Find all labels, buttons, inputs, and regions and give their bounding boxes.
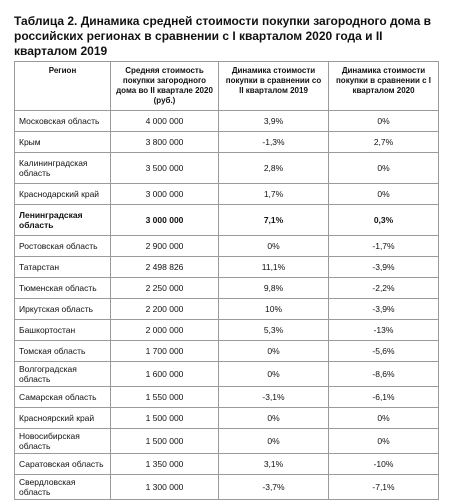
cell-price: 2 250 000 bbox=[111, 278, 219, 299]
header-qoq: Динамика стоимости покупки в сравнении с I кварталом 2020 bbox=[329, 62, 439, 111]
cell-yoy: 0% bbox=[219, 341, 329, 362]
table-row bbox=[15, 299, 439, 320]
table-row-highlighted bbox=[15, 205, 439, 236]
table-row bbox=[15, 454, 439, 475]
cell-qoq: 0% bbox=[329, 111, 439, 132]
cell-region: Тюменская область bbox=[15, 278, 111, 299]
cell-region: Красноярский край bbox=[15, 408, 111, 429]
cell-qoq: 0% bbox=[329, 408, 439, 429]
table-header-row bbox=[15, 62, 439, 111]
cell-region: Краснодарский край bbox=[15, 184, 111, 205]
cell-price: 1 500 000 bbox=[111, 429, 219, 454]
cell-region: Самарская область bbox=[15, 387, 111, 408]
cell-price: 3 800 000 bbox=[111, 132, 219, 153]
table-row bbox=[15, 132, 439, 153]
cell-yoy: 3,9% bbox=[219, 111, 329, 132]
cell-region: Ростовская область bbox=[15, 236, 111, 257]
cell-yoy: 0% bbox=[219, 236, 329, 257]
cell-region: Волгоградская область bbox=[15, 362, 111, 387]
table-row bbox=[15, 408, 439, 429]
cell-qoq: 2,7% bbox=[329, 132, 439, 153]
cell-region: Крым bbox=[15, 132, 111, 153]
table-row bbox=[15, 153, 439, 184]
cell-region: Московская область bbox=[15, 111, 111, 132]
cell-qoq: -2,2% bbox=[329, 278, 439, 299]
cell-qoq: 0% bbox=[329, 429, 439, 454]
table-row bbox=[15, 257, 439, 278]
cell-region: Калининградская область bbox=[15, 153, 111, 184]
cell-price: 2 498 826 bbox=[111, 257, 219, 278]
table-row bbox=[15, 429, 439, 454]
cell-yoy: -3,7% bbox=[219, 475, 329, 500]
cell-yoy: 9,8% bbox=[219, 278, 329, 299]
cell-qoq: -8,6% bbox=[329, 362, 439, 387]
cell-qoq: 0% bbox=[329, 184, 439, 205]
table-row bbox=[15, 111, 439, 132]
header-price: Средняя стоимость покупки загородного дома во II квартале 2020 (руб.) bbox=[111, 62, 219, 111]
cell-price: 4 000 000 bbox=[111, 111, 219, 132]
cell-region: Новосибирская область bbox=[15, 429, 111, 454]
cell-yoy: 0% bbox=[219, 362, 329, 387]
page-title: Таблица 2. Динамика средней стоимости покупки загородного дома в российских регионах в сравнении с I кварталом 2020 года и II кварталом 2019 bbox=[14, 14, 431, 58]
cell-price: 1 500 000 bbox=[111, 408, 219, 429]
cell-region: Саратовская область bbox=[15, 454, 111, 475]
cell-price: 1 350 000 bbox=[111, 454, 219, 475]
cell-yoy: -1,3% bbox=[219, 132, 329, 153]
cell-price: 3 000 000 bbox=[111, 184, 219, 205]
price-table bbox=[14, 61, 439, 500]
cell-price: 2 900 000 bbox=[111, 236, 219, 257]
cell-region: Свердловская область bbox=[15, 475, 111, 500]
cell-yoy: 3,1% bbox=[219, 454, 329, 475]
cell-qoq: 0,3% bbox=[329, 205, 439, 236]
cell-price: 2 200 000 bbox=[111, 299, 219, 320]
cell-yoy: 7,1% bbox=[219, 205, 329, 236]
table-row bbox=[15, 475, 439, 500]
cell-yoy: -3,1% bbox=[219, 387, 329, 408]
cell-qoq: 0% bbox=[329, 153, 439, 184]
cell-qoq: -10% bbox=[329, 454, 439, 475]
cell-price: 1 550 000 bbox=[111, 387, 219, 408]
cell-price: 1 700 000 bbox=[111, 341, 219, 362]
table-row bbox=[15, 320, 439, 341]
cell-region: Ленинградская область bbox=[15, 205, 111, 236]
cell-price: 3 500 000 bbox=[111, 153, 219, 184]
cell-region: Башкортостан bbox=[15, 320, 111, 341]
price-table-container bbox=[14, 61, 438, 500]
cell-yoy: 11,1% bbox=[219, 257, 329, 278]
header-yoy: Динамика стоимости покупки в сравнении со II кварталом 2019 bbox=[219, 62, 329, 111]
cell-qoq: -6,1% bbox=[329, 387, 439, 408]
cell-yoy: 0% bbox=[219, 408, 329, 429]
cell-price: 3 000 000 bbox=[111, 205, 219, 236]
cell-price: 2 000 000 bbox=[111, 320, 219, 341]
cell-yoy: 1,7% bbox=[219, 184, 329, 205]
cell-yoy: 5,3% bbox=[219, 320, 329, 341]
cell-price: 1 600 000 bbox=[111, 362, 219, 387]
cell-qoq: -13% bbox=[329, 320, 439, 341]
cell-region: Иркутская область bbox=[15, 299, 111, 320]
cell-yoy: 2,8% bbox=[219, 153, 329, 184]
cell-qoq: -3,9% bbox=[329, 299, 439, 320]
table-row bbox=[15, 184, 439, 205]
table-row bbox=[15, 362, 439, 387]
cell-price: 1 300 000 bbox=[111, 475, 219, 500]
header-region: Регион bbox=[15, 62, 111, 111]
cell-qoq: -1,7% bbox=[329, 236, 439, 257]
table-row bbox=[15, 278, 439, 299]
cell-qoq: -3,9% bbox=[329, 257, 439, 278]
cell-yoy: 10% bbox=[219, 299, 329, 320]
table-row bbox=[15, 236, 439, 257]
table-row bbox=[15, 341, 439, 362]
cell-qoq: -5,6% bbox=[329, 341, 439, 362]
cell-qoq: -7,1% bbox=[329, 475, 439, 500]
cell-region: Татарстан bbox=[15, 257, 111, 278]
cell-yoy: 0% bbox=[219, 429, 329, 454]
cell-region: Томская область bbox=[15, 341, 111, 362]
table-row bbox=[15, 387, 439, 408]
